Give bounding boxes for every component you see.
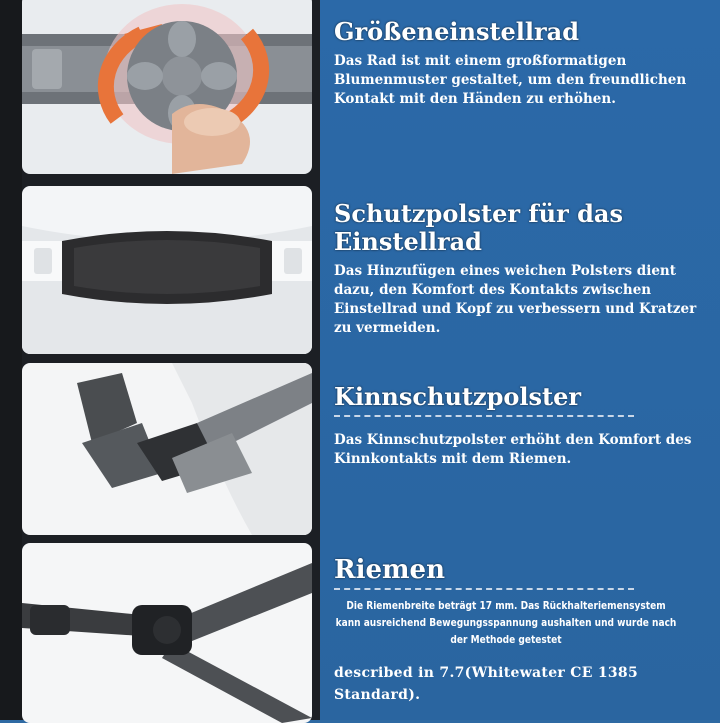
section-body: Das Rad ist mit einem großformatigen Blumenmuster gestaltet, um den freundlichen Kontakt mit den Händen zu erhöhen. (334, 53, 687, 107)
section-chin-pad (334, 383, 714, 469)
section-strap (334, 556, 714, 649)
strap-standard-note: described in 7.7(Whitewater CE 1385 Standard). (334, 665, 639, 703)
divider (334, 588, 634, 590)
section-body: Die Riemenbreite beträgt 17 mm. Das Rückhalteriemensystem kann ausreichend Bewegungsspannung aushalten und wurde nach der Methode getestet (335, 600, 677, 646)
section-title: Kinnschutzpolster (334, 382, 582, 411)
pad-photo (22, 186, 312, 354)
section-title: Größeneinstellrad (334, 17, 580, 46)
section-title: Schutzpolster für das Einstellrad (334, 199, 623, 256)
section-title: Riemen (334, 555, 445, 585)
section-body: Das Kinnschutzpolster erhöht den Komfort des Kinnkontakts mit dem Riemen. (334, 432, 692, 467)
dial-photo (22, 0, 312, 174)
left-dark-strip (0, 0, 22, 720)
text-column (320, 0, 720, 720)
section-dial-pad (334, 200, 714, 338)
section-body: Das Hinzufügen eines weichen Polsters dient dazu, den Komfort des Kontakts zwischen Einstellrad und Kopf zu verbessern und Kratzer zu vermeiden. (334, 263, 697, 336)
chin-pad-photo (22, 363, 312, 535)
divider (334, 415, 634, 417)
section-adjustment-dial (334, 18, 714, 109)
strap-photo (22, 543, 312, 723)
